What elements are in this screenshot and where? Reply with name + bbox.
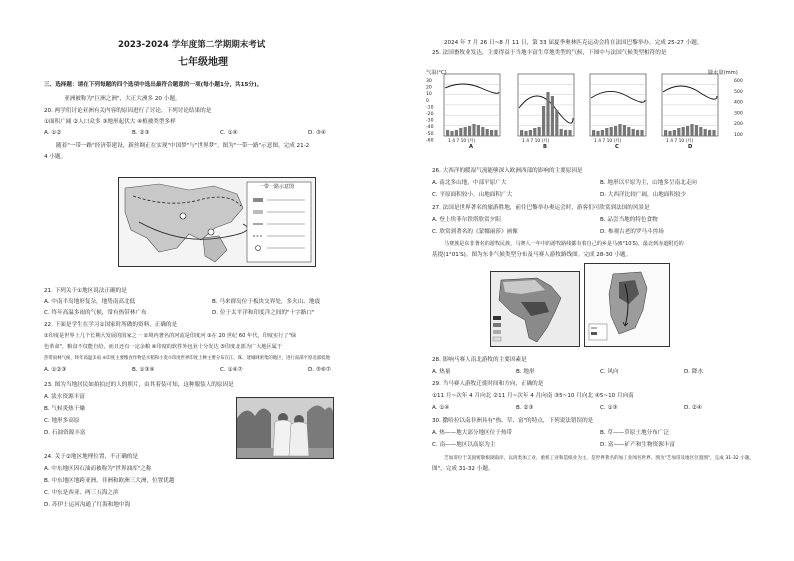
- precipitation-bar: [618, 124, 621, 136]
- africa-climate-map-graphic: [491, 272, 579, 346]
- precipitation-bar: [704, 129, 707, 136]
- q26-choice-b[interactable]: B. 地形以平原为主，山地多呈南北走向: [600, 180, 697, 186]
- q22-stem: 22. 下面是学生在学习①国家时所做的资料，正确的是: [44, 322, 178, 328]
- q27-choice-b[interactable]: B. 品尝当地的特色食物: [600, 217, 658, 223]
- q23-choice-d[interactable]: D. 石油资源丰富: [44, 430, 86, 436]
- q26-stem: 26. 大西洋的暖湿气流能够深入欧洲西部的影响的主要原因是: [432, 168, 583, 174]
- precipitation-bar: [610, 127, 613, 136]
- precipitation-bar: [481, 127, 484, 136]
- q22-line-3: 热带雨林气候，终年高温多雨 ⑥印度主要粮食作物是水稻和小麦⑦印度世界印度土种主要分布在江、珠、迷城肆密集的地区，进行南部平原北部低地: [44, 356, 330, 361]
- q28-choice-c[interactable]: C. 风向: [600, 369, 619, 375]
- q30-choice-b[interactable]: B. 草——草原土地分布广泛: [600, 430, 669, 436]
- q29-choice-d[interactable]: D. ②④: [684, 405, 702, 411]
- q28-choice-a[interactable]: A. 热量: [432, 369, 451, 375]
- precipitation-bar: [520, 130, 523, 136]
- q20-options: ①面积广阔 ②人口众多 ③地形起伏大 ④植被类型多样: [44, 119, 176, 125]
- temp-tick-label: -30: [426, 118, 434, 124]
- precipitation-bar: [568, 130, 571, 136]
- exam-subject: 七年级地理: [178, 57, 228, 68]
- precipitation-bar: [472, 124, 475, 136]
- precipitation-bar: [668, 131, 671, 136]
- temp-tick-label: 30: [426, 79, 432, 84]
- precipitation-bar: [605, 128, 608, 136]
- intro-chicago-2: 图"，完成 31-32 小题。: [432, 466, 494, 472]
- precipitation-bar: [592, 130, 595, 136]
- q26-choice-c[interactable]: C. 平原面积较小，山地面积广大: [432, 192, 513, 198]
- q28-choice-b[interactable]: B. 地形: [516, 369, 535, 375]
- temp-tick-label: -20: [426, 112, 434, 117]
- precipitation-bar: [564, 130, 567, 136]
- intro-olympics: 2024 年 7 月 26 日~8 月 11 日，第 33 届夏季奥林匹克运动会将在法国巴黎举办。完成 25-27 小题。: [444, 40, 703, 46]
- precipitation-bar: [640, 130, 643, 136]
- precipitation-bar: [699, 127, 702, 136]
- q26-choice-a[interactable]: A. 南北多山地，中部平原广大: [432, 180, 507, 186]
- q22-line-1: ①印度是世界上几个长期大发展的国家之一 ②境内著名的河流是印度河 ③在 20 世纪 60 年代，印度实行了"绿: [44, 333, 297, 339]
- precipitation-bar: [468, 126, 471, 136]
- q22-line-2: 色革命"，粮食不仅能自给，而且还有一定余粮 ④印度的软件外包业十分发达 ⑤印度北部为广大地区属于: [44, 344, 283, 350]
- temp-tick-label: 10: [426, 92, 432, 98]
- q27-choice-d[interactable]: D. 参观古老的罗马斗兽场: [600, 229, 664, 235]
- q21-choice-b[interactable]: B. 马来群岛位于板块交界处，多火山、地震: [212, 299, 321, 305]
- precipitation-bar: [555, 110, 558, 136]
- belt-road-map-graphic: [119, 178, 315, 266]
- precipitation-bar: [546, 92, 549, 136]
- residents-photo: [236, 397, 334, 459]
- precipitation-bar: [533, 128, 536, 136]
- precipitation-bar: [477, 125, 480, 136]
- temp-tick-label: -10: [426, 105, 434, 111]
- q20-choice-a[interactable]: A. ①②: [44, 130, 62, 136]
- q27-choice-c[interactable]: C. 欣赏到著名的《蒙娜丽莎》画像: [432, 229, 518, 235]
- maasai-route-map: [584, 263, 670, 347]
- q26-choice-d[interactable]: D. 大西洋比较广阔，山地面积较少: [600, 192, 687, 198]
- precip-tick-label: 400: [734, 100, 743, 106]
- precipitation-bar: [695, 125, 698, 136]
- precip-tick-label: 100: [734, 133, 743, 138]
- intro-maasai-1: 马赛族是东非著名的游牧民族，马赛人一年中的游牧路线都有着自己的乡是马(6°10′S)，最北到赤道附近的: [444, 241, 684, 247]
- q29-choice-a[interactable]: A. ①④: [432, 405, 450, 411]
- month-axis-label: 1 4 7 10 (月): [448, 139, 476, 144]
- section-heading: 三、选择题：请在下列每题的四个选项中选出最符合题意的一项(每小题1分，共15分)。: [44, 82, 263, 88]
- q30-choice-c[interactable]: C. 南——地区以高原为主: [432, 442, 496, 448]
- maasai-route-map-graphic: [585, 264, 669, 346]
- map-title: 一带一路示意图: [259, 184, 295, 190]
- q24-stem: 24. 关于②地区地理位置，不正确的是: [44, 454, 139, 460]
- precipitation-bar: [636, 130, 639, 136]
- precip-tick-label: 200: [734, 122, 743, 128]
- precipitation-bar: [490, 130, 493, 136]
- precipitation-bar: [486, 129, 489, 136]
- precipitation-bar: [686, 126, 689, 136]
- precipitation-bar: [446, 130, 449, 136]
- q24-choice-c[interactable]: C. 中东是西亚、两三五海之滨: [44, 490, 119, 496]
- precipitation-bar: [596, 131, 599, 136]
- q25-stem: 25. 法国畜牧业发达，主要得益于当地丰富生草地类型的气候，下图中与法国气候类型相符的是: [432, 50, 667, 56]
- intro-belt-road-1: 随着"一带一路"经济带建设，新丝绸正在实现"中国梦"与"世界梦"。图为"一带一路"示意图。完成 21-2: [56, 143, 310, 149]
- precipitation-bar: [682, 127, 685, 136]
- temp-tick-label: -40: [426, 125, 434, 131]
- intro-maasai-2: 基提(1°01′S)。图为东非气候类型分布及马赛人游牧路线图。完成 28-30 小题。: [432, 252, 632, 258]
- precip-tick-label: 600: [734, 79, 743, 84]
- precipitation-bar: [560, 129, 563, 136]
- precipitation-bar: [524, 131, 527, 136]
- residents-photo-graphic: [237, 398, 333, 458]
- precipitation-bar: [538, 127, 541, 136]
- precipitation-bar: [664, 130, 667, 136]
- precip-tick-label: 300: [734, 111, 743, 117]
- precipitation-bar: [542, 106, 545, 136]
- precipitation-bar: [464, 127, 467, 136]
- q23-choice-c[interactable]: C. 地形多高原: [44, 418, 80, 424]
- month-axis-label: 1 4 7 10 (月): [594, 139, 622, 144]
- q22-choice-b[interactable]: B. ①③④: [132, 367, 155, 373]
- precipitation-bar: [627, 127, 630, 136]
- q29-choice-b[interactable]: B. ②③: [516, 405, 534, 411]
- q22-choice-d[interactable]: D. ⑤⑥⑦: [308, 367, 331, 373]
- climate-temp-axis-label: 气温(°C): [426, 70, 447, 76]
- q23-choice-b[interactable]: B. 气候炎热干燥: [44, 406, 85, 412]
- q27-choice-a[interactable]: A. 登上埃菲尔铁塔欣赏夕阳: [432, 217, 501, 223]
- precipitation-bar: [455, 130, 458, 136]
- precipitation-bar: [494, 130, 497, 136]
- month-axis-label: 1 4 7 10 (月): [666, 139, 694, 144]
- q28-stem: 28. 影响马赛人南北游牧的主要因素是: [432, 357, 527, 363]
- intro-chicago-1: 芝加哥位于美国密歇根湖南岸，以肉类加工业、重机工业和造纸业为主，是世界著名的加工业闻名世界。图为"芝加哥及地区位置图"，完成 31-32 小题。: [444, 456, 754, 461]
- q27-stem: 27. 法国是世界著名的旅游胜地，前往巴黎举办奥运会时，游客们可欣赏到法国的风景是: [432, 205, 650, 211]
- q22-choice-c[interactable]: C. ①④⑦: [220, 367, 243, 373]
- q20-choice-c[interactable]: C. ①④: [220, 130, 238, 136]
- precipitation-bar: [551, 96, 554, 136]
- precipitation-bar: [708, 130, 711, 136]
- month-axis-label: 1 4 7 10 (月): [522, 139, 550, 144]
- q30-choice-a[interactable]: A. 热——地大部分地区位于热带: [432, 430, 513, 436]
- climate-chart-d-letter: D: [688, 144, 693, 150]
- q21-stem: 21. 下列关于①地区说法正确的是: [44, 288, 127, 294]
- q24-choice-d[interactable]: D. 苏伊士运河沟通了红海和地中海: [44, 502, 131, 508]
- precipitation-bar: [673, 130, 676, 136]
- q29-stem: 29. 当马赛人游牧迁徙时间和方向，正确的是: [432, 381, 544, 387]
- precipitation-bar: [601, 130, 604, 136]
- q28-choice-d[interactable]: D. 降水: [684, 369, 704, 375]
- intro-belt-road-2: 4 小题。: [44, 154, 67, 160]
- belt-road-map: [118, 177, 316, 267]
- precipitation-bar: [450, 131, 453, 136]
- q24-choice-b[interactable]: B. 中东地区地跨亚洲、非洲和欧洲三大洲，位置优越: [44, 478, 175, 484]
- precipitation-bar: [677, 128, 680, 136]
- climate-chart-c-letter: C: [615, 144, 619, 150]
- precipitation-bar: [632, 129, 635, 136]
- temp-tick-label: 20: [426, 85, 432, 91]
- q20-stem: 20. 两学们讨论亚洲有关内容的原因进行了讨论，下列讨论结果的是: [44, 108, 212, 114]
- q23-choice-a[interactable]: A. 淡水资源丰富: [44, 394, 85, 400]
- q20-choice-d[interactable]: D. ③④: [308, 130, 326, 136]
- precipitation-bar: [459, 128, 462, 136]
- exam-title: 2023-2024 学年度第二学期期末考试: [118, 40, 266, 50]
- climate-charts: [424, 66, 754, 164]
- climate-chart-a-letter: A: [469, 144, 474, 150]
- climate-charts-graphic: [424, 66, 754, 164]
- q30-stem: 30. 撒哈拉以南非洲具有"热、草、富"的特点，下列说法错误的是: [432, 418, 594, 424]
- temp-tick-label: 0: [426, 98, 429, 104]
- precipitation-bar: [623, 125, 626, 136]
- q29-choice-c[interactable]: C. ①③: [600, 405, 618, 411]
- climate-precip-axis-label: 降水量(mm): [708, 70, 738, 76]
- intro-asia: 亚洲被称为"巨洲之洲"，大正大洲多 20 小题。: [64, 96, 181, 102]
- precipitation-bar: [529, 130, 532, 136]
- q22-choice-a[interactable]: A. ①②③: [44, 367, 67, 373]
- temp-tick-label: -60: [426, 138, 434, 144]
- q23-stem: 23. 图为当地居民如拍拍过的人的照片，由其着装可知，这种服装人的原因是: [44, 382, 234, 388]
- q30-choice-d[interactable]: D. 富——矿产和生物资源丰富: [600, 442, 675, 448]
- climate-chart-b-letter: B: [543, 144, 547, 150]
- q21-choice-d[interactable]: D. 位于太平洋和印度洋之间的"十字路口": [212, 310, 315, 316]
- precipitation-bar: [690, 124, 693, 136]
- precipitation-bar: [614, 126, 617, 136]
- q29-options: ①11 月~次年 4 月向北 ②11 月~次年 4 月向南 ③5~10 月向北 ④5~10 月向南: [432, 393, 634, 399]
- q21-choice-a[interactable]: A. 中南半岛地形复杂，地势南高北低: [44, 299, 136, 305]
- africa-climate-map: [490, 271, 580, 347]
- precipitation-bar: [712, 130, 715, 136]
- temp-tick-label: -50: [426, 131, 434, 137]
- q24-choice-a[interactable]: A. 中东地区因石油而被称为"世界油库"之称: [44, 466, 152, 472]
- q20-choice-b[interactable]: B. ②③: [132, 130, 150, 136]
- q21-choice-c[interactable]: C. 终年高温多雨的气候，常有热带林广布: [44, 310, 147, 316]
- precip-tick-label: 500: [734, 89, 743, 95]
